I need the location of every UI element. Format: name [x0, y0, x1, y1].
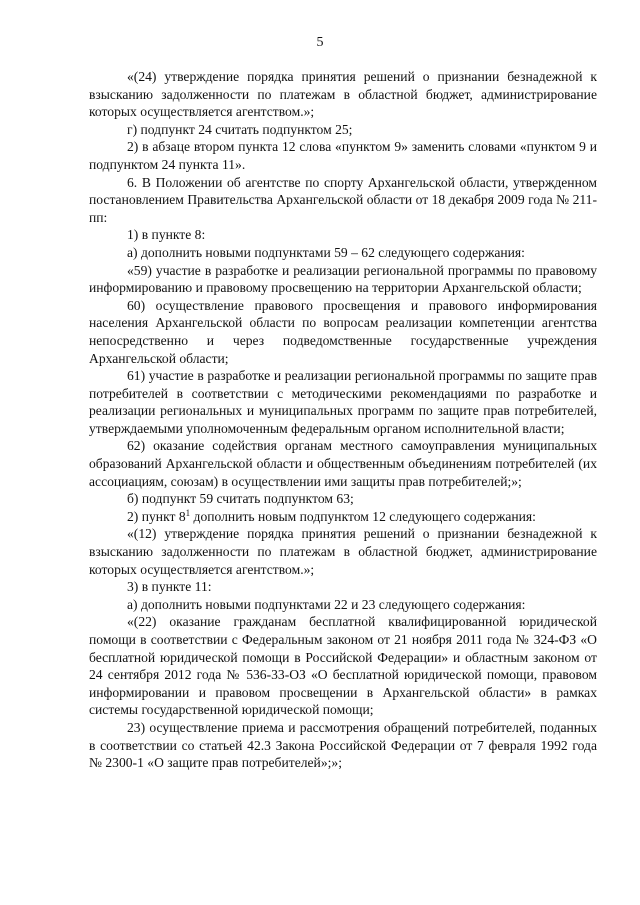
paragraph: 1) в пункте 8:	[127, 227, 206, 243]
paragraph: 3) в пункте 11:	[127, 579, 212, 595]
paragraph: а) дополнить новыми подпунктами 22 и 23 следующего содержания:	[127, 596, 526, 612]
paragraph	[89, 508, 597, 526]
paragraph: б) подпункт 59 считать подпунктом 63;	[127, 491, 354, 507]
paragraph-text: дополнить новым подпунктом 12 следующего содержания:	[190, 508, 536, 524]
paragraph: 23) осуществление приема и рассмотрения обращений потребителей, поданных в соответствии со статьей 42.3 Закона Российской Федерации от 7 февраля 1992 года № 2300-1 «О защите прав потребителей»;»;	[89, 719, 597, 771]
paragraph: «(24) утверждение порядка принятия решений о признании безнадежной к взысканию задолженности по платежам в областной бюджет, администрирование которых осуществляется агентством.»;	[89, 69, 597, 120]
paragraph: 6. В Положении об агентстве по спорту Архангельской области, утвержденном постановлением Правительства Архангельской области от 18 декабря 2009 года № 211-пп:	[89, 174, 597, 225]
paragraph: «59) участие в разработке и реализации региональной программы по правовому информированию и правовому просвещению на территории Архангельской области;	[89, 262, 597, 296]
paragraph: 61) участие в разработке и реализации региональной программы по защите прав потребителей в соответствии с методическими рекомендациями по разработке и реализации региональных и муниципальных программ по защите прав потребителей, утверждаемыми уполномоченным федеральным органом исполнительной власти;	[89, 368, 597, 436]
paragraph-text: 2) пункт 8	[127, 508, 186, 524]
paragraph: 2) в абзаце втором пункта 12 слова «пунктом 9» заменить словами «пунктом 9 и подпунктом 24 пункта 11».	[89, 139, 597, 172]
paragraph: 60) осуществление правового просвещения и правового информирования населения Архангельской области по вопросам реализации компетенции агентства непосредственно и через подведомственные государственные учреждения Архангельской области;	[89, 297, 597, 366]
paragraph: «(12) утверждение порядка принятия решений о признании безнадежной к взысканию задолженности по платежам в областной бюджет, администрирование которых осуществляется агентством.»;	[89, 526, 597, 577]
paragraph: «(22) оказание гражданам бесплатной квалифицированной юридической помощи в соответствии с Федеральным законом от 21 ноября 2011 года № 324-ФЗ «О бесплатной юридической помощи в Российской Федерации» и областным законом от 24 сентября 2012 года № 536-33-ОЗ «О бесплатной юридической помощи, правовом информировании и правовом просвещении в Архангельской области» в рамках системы государственной юридической помощи;	[89, 614, 597, 718]
page-number: 5	[316, 35, 324, 50]
superscript: 1	[185, 507, 191, 518]
document-body	[89, 68, 597, 772]
paragraph: 62) оказание содействия органам местного самоуправления муниципальных образований Архангельской области и общественным объединениям потребителей (их ассоциациям, союзам) в осуществлении ими защиты прав потребителей;»;	[89, 438, 597, 489]
paragraph: г) подпункт 24 считать подпунктом 25;	[127, 121, 353, 137]
paragraph: а) дополнить новыми подпунктами 59 – 62 следующего содержания:	[127, 244, 525, 260]
